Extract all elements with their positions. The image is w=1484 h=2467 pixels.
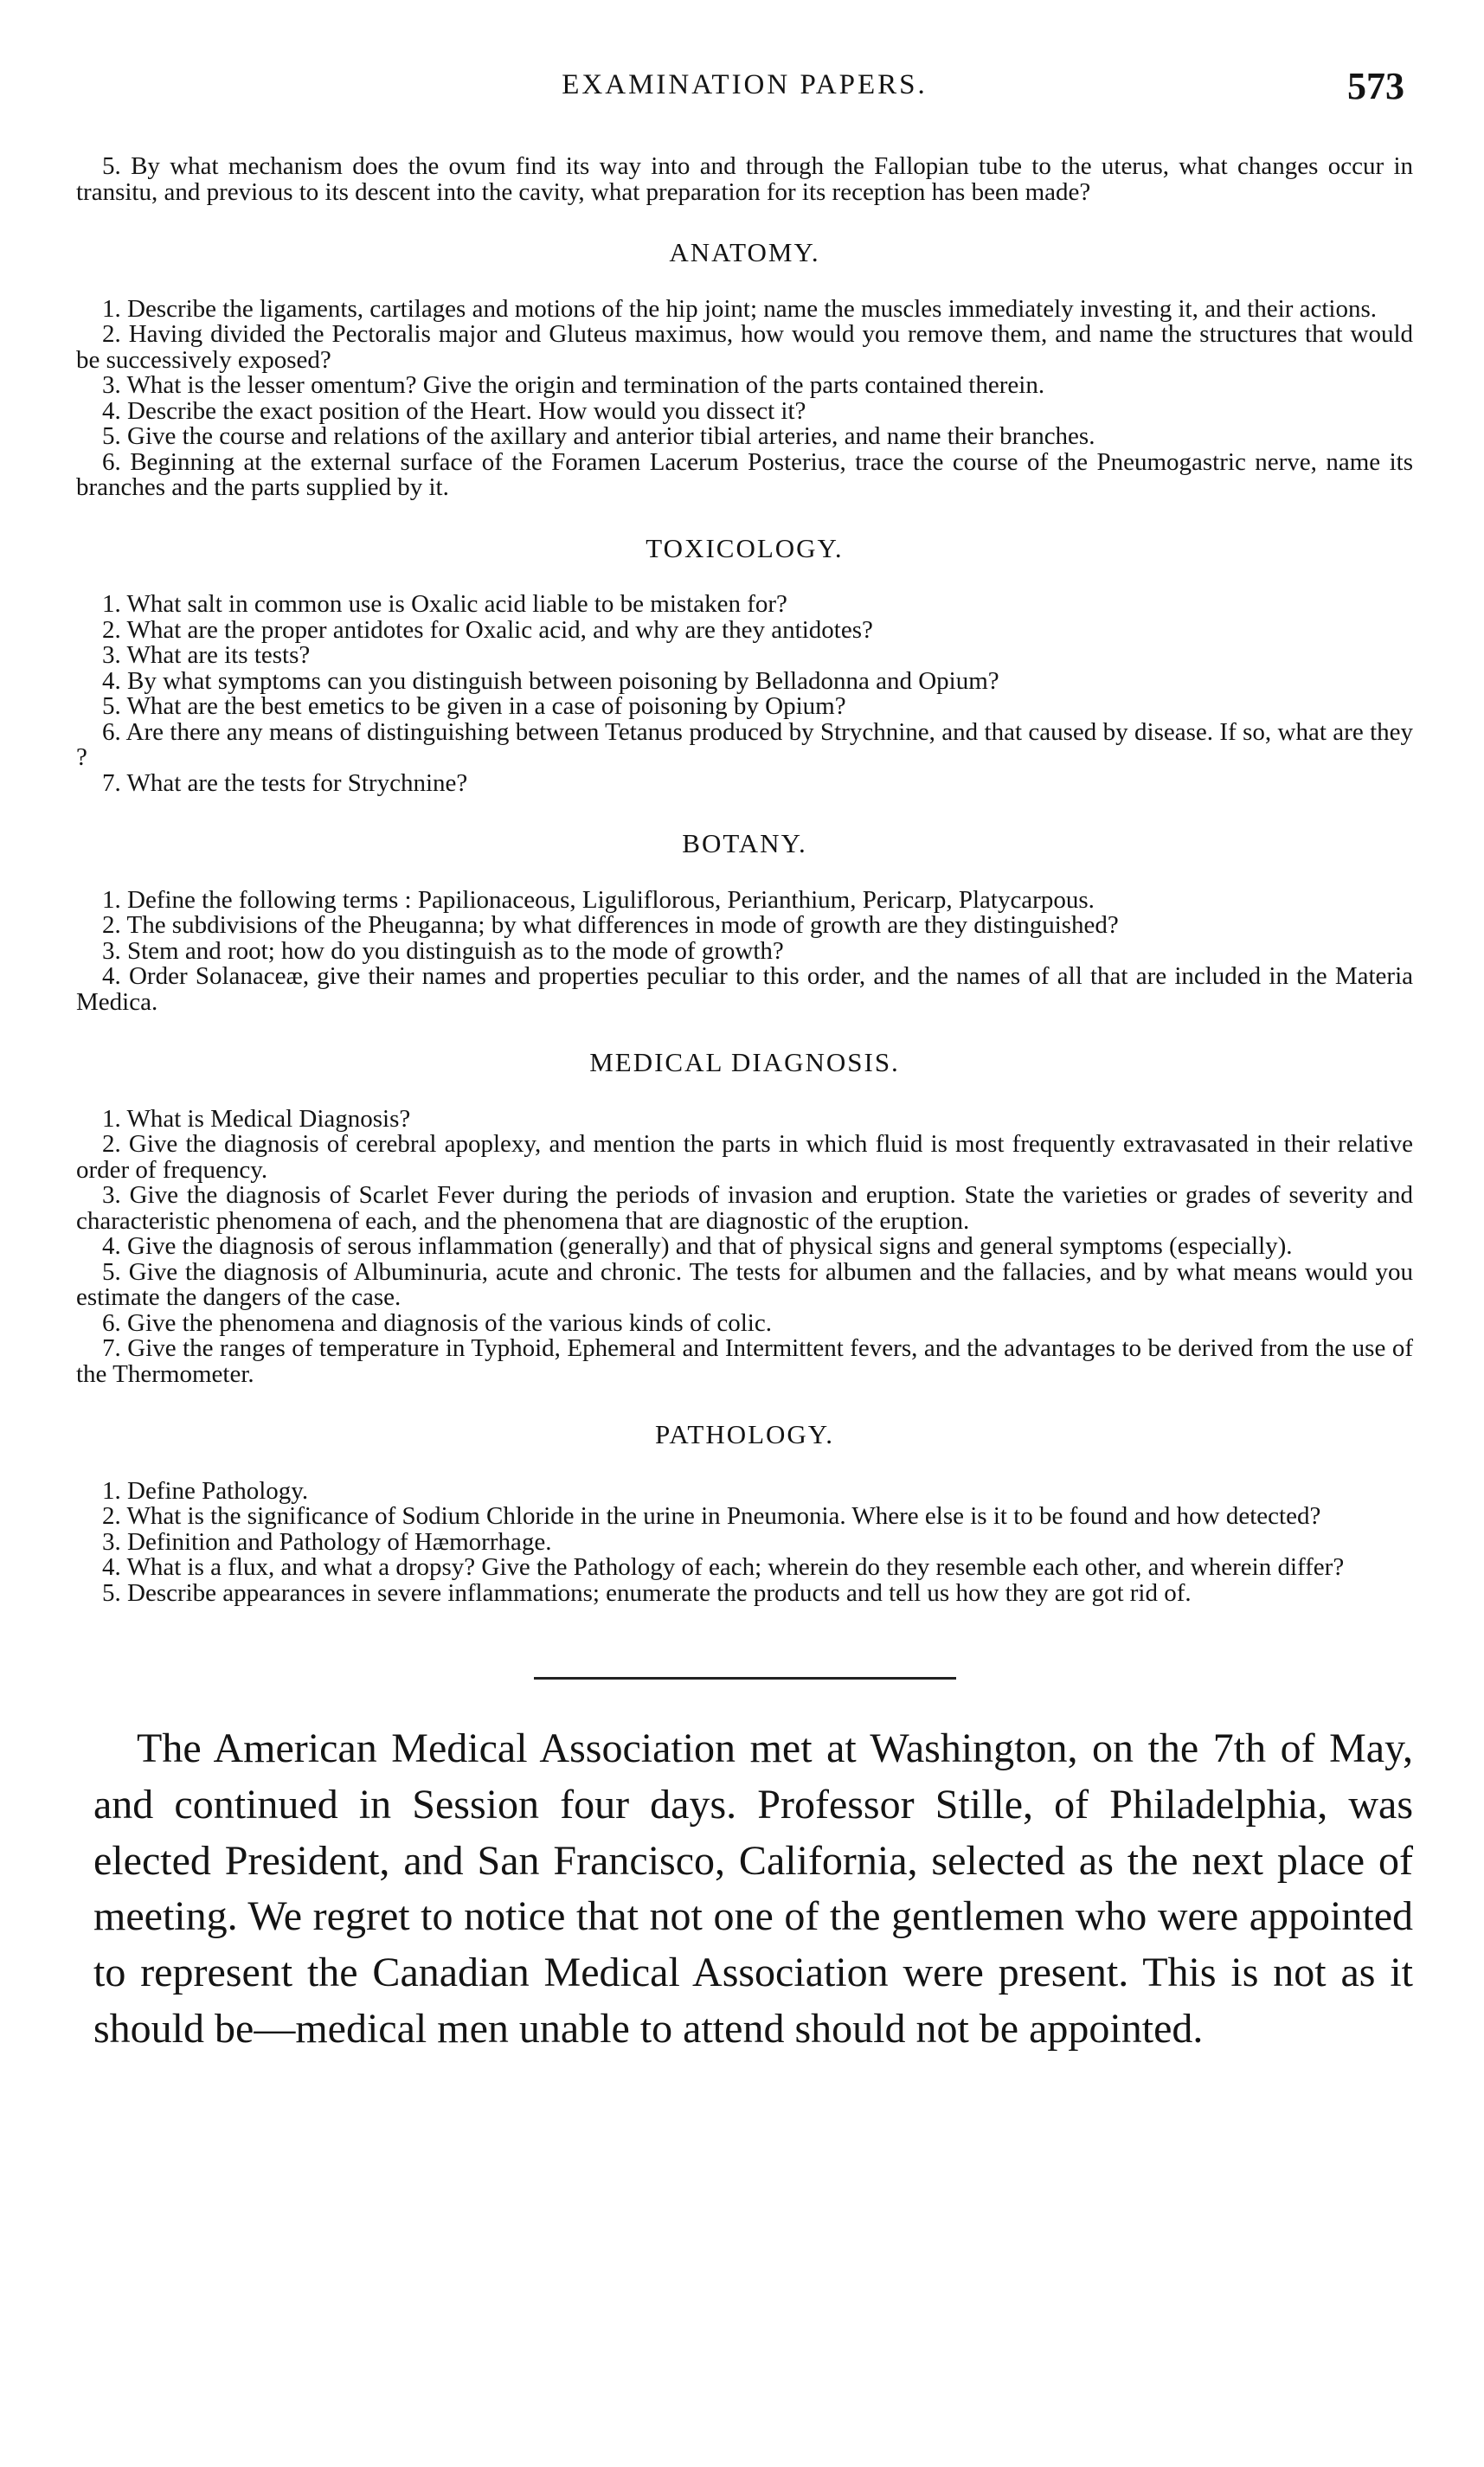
section-heading-botany: BOTANY. <box>682 828 807 858</box>
toxicology-section <box>76 532 1413 797</box>
running-title: EXAMINATION PAPERS. <box>562 69 928 100</box>
pathology-question-3: 3. Definition and Pathology of Hæmorrhage. <box>102 1527 552 1556</box>
botany-question-2: 2. The subdivisions of the Pheuganna; by what differences in mode of growth are they distinguished? <box>102 911 1119 939</box>
medical-diagnosis-question-6: 6. Give the phenomena and diagnosis of the various kinds of colic. <box>102 1308 772 1337</box>
pathology-question-4: 4. What is a flux, and what a dropsy? Give the Pathology of each; wherein do they resemble each other, and wherein differ? <box>102 1553 1345 1581</box>
anatomy-section <box>76 237 1413 501</box>
toxicology-question-7: 7. What are the tests for Strychnine? <box>102 768 468 797</box>
toxicology-question-1: 1. What salt in common use is Oxalic acid liable to be mistaken for? <box>102 590 787 618</box>
anatomy-question-3: 3. What is the lesser omentum? Give the origin and termination of the parts contained therein. <box>102 371 1045 399</box>
toxicology-question-5: 5. What are the best emetics to be given in a case of poisoning by Opium? <box>102 692 846 720</box>
medical-diagnosis-question-1: 1. What is Medical Diagnosis? <box>102 1104 411 1133</box>
anatomy-question-4: 4. Describe the exact position of the Heart. How would you dissect it? <box>102 396 806 425</box>
page-number: 573 <box>1347 65 1404 107</box>
section-heading-toxicology: TOXICOLOGY. <box>646 532 844 563</box>
medical-diagnosis-question-2: 2. Give the diagnosis of cerebral apoplexy, and mention the parts in which fluid is most frequently extravasated in their relative order of frequency. <box>76 1130 1413 1184</box>
toxicology-question-6: 6. Are there any means of distinguishing between Tetanus produced by Strychnine, and that caused by disease. If so, what are they ? <box>76 717 1413 771</box>
medical-diagnosis-question-7: 7. Give the ranges of temperature in Typhoid, Ephemeral and Intermittent fevers, and the advantages to be derived from the use of the Thermometer. <box>76 1334 1413 1388</box>
medical-diagnosis-question-5: 5. Give the diagnosis of Albuminuria, acute and chronic. The tests for albumen and the fallacies, and by what means would you estimate the dangers of the case. <box>76 1257 1413 1311</box>
section-heading-anatomy: ANATOMY. <box>669 237 820 267</box>
toxicology-question-3: 3. What are its tests? <box>102 641 311 669</box>
page <box>76 61 1413 2058</box>
section-heading-medical-diagnosis: MEDICAL DIAGNOSIS. <box>589 1047 900 1077</box>
toxicology-question-2: 2. What are the proper antidotes for Oxalic acid, and why are they antidotes? <box>102 615 873 644</box>
pathology-section <box>76 1419 1413 1607</box>
medical-diagnosis-section <box>76 1047 1413 1388</box>
section-heading-pathology: PATHOLOGY. <box>655 1419 834 1449</box>
botany-question-4: 4. Order Solanaceæ, give their names and properties peculiar to this order, and the names of all that are included in the Materia Medica. <box>76 962 1413 1016</box>
botany-question-3: 3. Stem and root; how do you distinguish as to the mode of growth? <box>102 936 784 965</box>
medical-diagnosis-question-3: 3. Give the diagnosis of Scarlet Fever during the periods of invasion and eruption. State the varieties or grades of severity and characteristic phenomena of each, and the phenomena that are diagnostic of the eruption. <box>76 1181 1413 1235</box>
pathology-question-2: 2. What is the significance of Sodium Chloride in the urine in Pneumonia. Where else is it to be found and how detected? <box>102 1502 1321 1530</box>
botany-section <box>76 828 1413 1016</box>
association-notice: The American Medical Association met at Washington, on the 7th of May, and continued in Session four days. Professor Stille, of Philadelphia, was elected President, and San Francisco, California, selected as the next place of meeting. We regret to notice that not one of the gentlemen who were appointed to represent the Canadian Medical Association were present. This is not as it should be—medical men unable to attend should not be appointed. <box>93 1725 1413 2052</box>
anatomy-question-6: 6. Beginning at the external surface of the Foramen Lacerum Posterius, trace the course of the Pneumogastric nerve, name its branches and the parts supplied by it. <box>76 447 1413 501</box>
medical-diagnosis-question-4: 4. Give the diagnosis of serous inflammation (generally) and that of physical signs and general symptoms (especially). <box>102 1232 1293 1260</box>
running-head <box>76 61 1413 112</box>
intro-question: 5. By what mechanism does the ovum find its way into and through the Fallopian tube to the uterus, what changes occur in transitu, and previous to its descent into the cavity, what preparation for its reception has been made? <box>76 152 1413 206</box>
examination-questions <box>76 154 1413 1606</box>
anatomy-question-5: 5. Give the course and relations of the axillary and anterior tibial arteries, and name their branches. <box>102 422 1095 450</box>
anatomy-question-2: 2. Having divided the Pectoralis major and Gluteus maximus, how would you remove them, and name the structures that would be successively exposed? <box>76 320 1413 374</box>
pathology-question-1: 1. Define Pathology. <box>102 1476 309 1505</box>
pathology-question-5: 5. Describe appearances in severe inflammations; enumerate the products and tell us how they are got rid of. <box>102 1578 1192 1607</box>
anatomy-question-1: 1. Describe the ligaments, cartilages and motions of the hip joint; name the muscles immediately investing it, and their actions. <box>102 294 1378 323</box>
toxicology-question-4: 4. By what symptoms can you distinguish between poisoning by Belladonna and Opium? <box>102 666 999 695</box>
section-divider <box>534 1677 956 1680</box>
botany-question-1: 1. Define the following terms : Papilionaceous, Liguliflorous, Perianthium, Pericarp, Platycarpous. <box>102 885 1095 914</box>
